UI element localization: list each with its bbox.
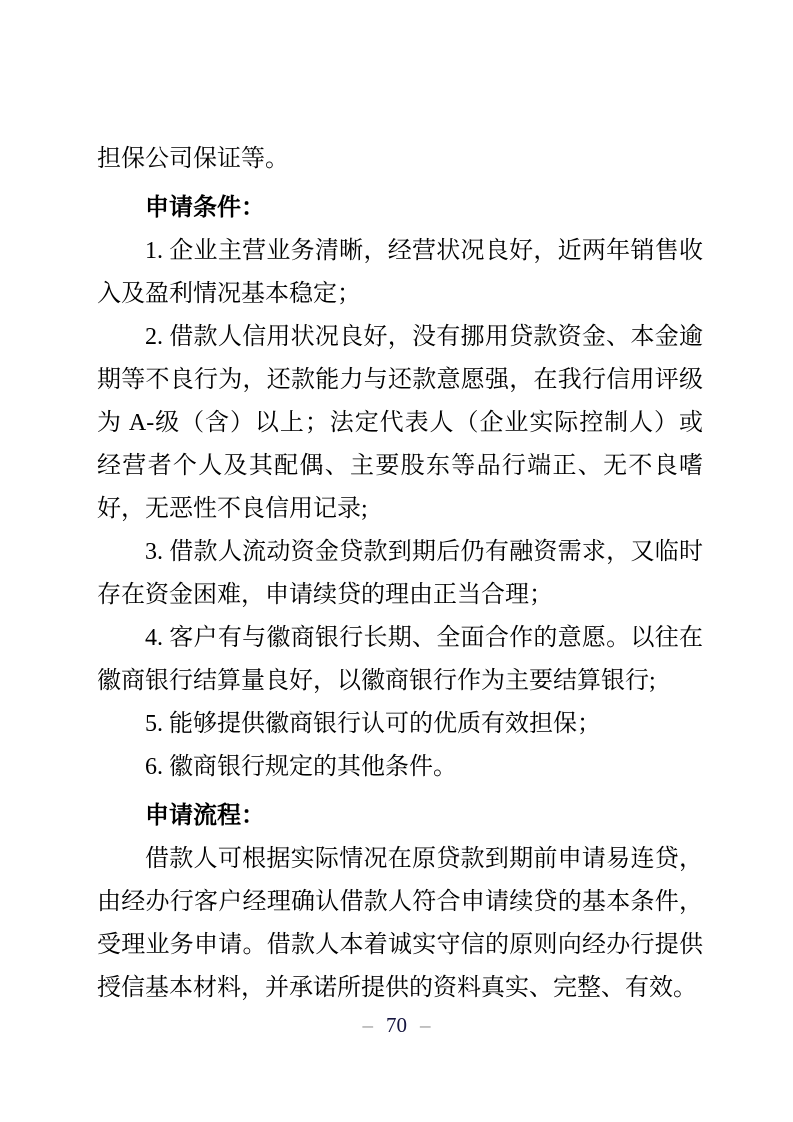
paragraph-guarantee-tail: 担保公司保证等。	[97, 146, 289, 172]
section-heading-application-process: 申请流程：	[145, 803, 265, 829]
condition-item-1: 1. 企业主营业务清晰，经营状况良好，近两年销售收入及盈利情况基本稳定；	[97, 238, 703, 307]
footer-left-dash: –	[362, 1013, 373, 1037]
condition-item-5: 5. 能够提供徽商银行认可的优质有效担保；	[145, 711, 601, 737]
paragraph-application-process: 借款人可根据实际情况在原贷款到期前申请易连贷，由经办行客户经理确认借款人符合申请续贷的基本条件，受理业务申请。借款人本着诚实守信的原则向经办行提供授信基本材料，并承诺所提供的资料真实、完整、有效。	[97, 846, 703, 1001]
section-heading-application-conditions: 申请条件：	[145, 195, 265, 221]
page-footer	[0, 1012, 793, 1038]
condition-item-2: 2. 借款人信用状况良好，没有挪用贷款资金、本金逾期等不良行为，还款能力与还款意愿强，在我行信用评级为 A-级（含）以上；法定代表人（企业实际控制人）或经营者个人及其配偶、主要股东等品行端正、无不良嗜好，无恶性不良信用记录;	[97, 324, 703, 522]
condition-item-6: 6. 徽商银行规定的其他条件。	[145, 754, 457, 780]
document-body	[97, 138, 703, 1010]
condition-item-4: 4. 客户有与徽商银行长期、全面合作的意愿。以往在徽商银行结算量良好，以徽商银行作为主要结算银行;	[97, 625, 703, 694]
condition-item-3: 3. 借款人流动资金贷款到期后仍有融资需求，又临时存在资金困难，申请续贷的理由正当合理；	[97, 539, 703, 608]
footer-right-dash: –	[420, 1013, 431, 1037]
page-number: 70	[386, 1013, 407, 1037]
